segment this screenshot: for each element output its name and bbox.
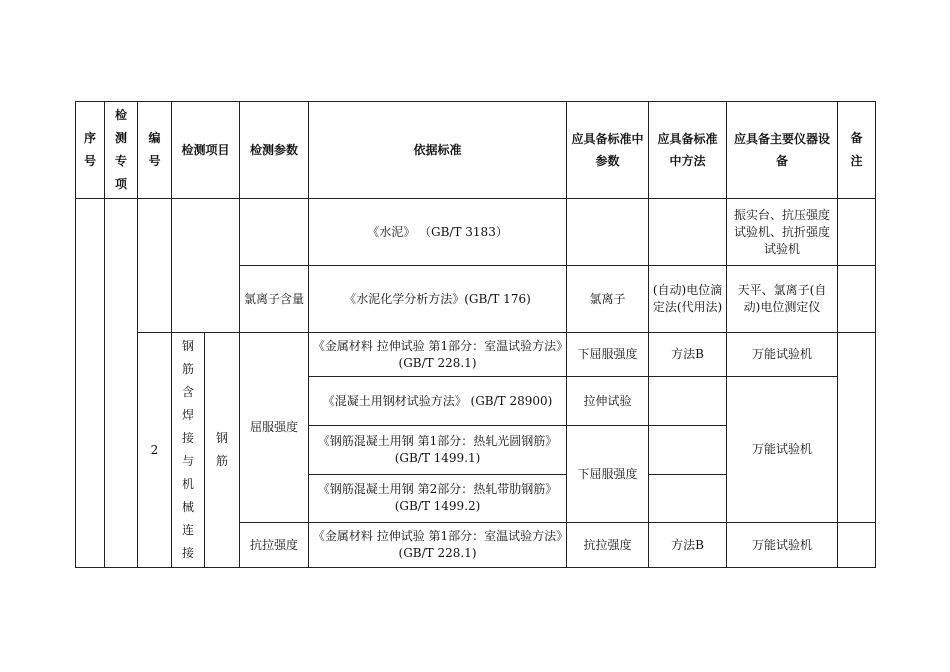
parameter-cell <box>240 199 309 266</box>
equipment-cell: 万能试验机 <box>727 377 838 523</box>
std-param-cell: 下屈服强度 <box>567 426 649 523</box>
item-cell <box>172 199 240 333</box>
standard-cell: 《混凝土用钢材试验方法》 (GB/T 28900) <box>309 377 567 426</box>
header-code: 编号 <box>138 102 172 199</box>
remarks-cell <box>838 523 876 568</box>
remarks-cell <box>838 199 876 266</box>
parameter-cell: 氯离子含量 <box>240 266 309 333</box>
seq-cell <box>76 199 105 568</box>
std-method-cell: 方法B <box>649 333 727 377</box>
header-row <box>76 102 876 199</box>
category-cell <box>105 199 138 568</box>
standard-cell: 《水泥》 （GB/T 3183） <box>309 199 567 266</box>
std-method-cell <box>649 426 727 474</box>
item-cell: 钢筋 <box>205 333 240 568</box>
item-group-cell: 钢筋含焊接与机械连接 <box>172 333 205 568</box>
equipment-cell: 天平、氯离子(自动)电位测定仪 <box>727 266 838 333</box>
standard-cell: 《钢筋混凝土用钢 第2部分：热轧带肋钢筋》 (GB/T 1499.2) <box>309 474 567 522</box>
standard-cell: 《水泥化学分析方法》(GB/T 176) <box>309 266 567 333</box>
header-equipment: 应具备主要仪器设备 <box>727 102 838 199</box>
std-param-cell: 拉伸试验 <box>567 377 649 426</box>
header-seq: 序号 <box>76 102 105 199</box>
code-cell <box>138 199 172 333</box>
std-param-cell: 抗拉强度 <box>567 523 649 568</box>
std-param-cell <box>567 199 649 266</box>
remarks-cell <box>838 266 876 333</box>
header-std-methods: 应具备标准中方法 <box>649 102 727 199</box>
standard-cell: 《金属材料 拉伸试验 第1部分：室温试验方法》(GB/T 228.1) <box>309 333 567 377</box>
parameter-cell: 屈服强度 <box>240 333 309 523</box>
standard-cell: 《钢筋混凝土用钢 第1部分：热轧光圆钢筋》 (GB/T 1499.1) <box>309 426 567 474</box>
std-method-cell <box>649 199 727 266</box>
std-method-cell <box>649 474 727 522</box>
std-method-cell: 方法B <box>649 523 727 568</box>
standards-table <box>75 101 876 568</box>
header-item: 检测项目 <box>172 102 240 199</box>
std-method-cell <box>649 377 727 426</box>
header-remarks: 备注 <box>838 102 876 199</box>
code-cell: 2 <box>138 333 172 568</box>
equipment-cell: 万能试验机 <box>727 333 838 377</box>
equipment-cell: 振实台、抗压强度试验机、抗折强度试验机 <box>727 199 838 266</box>
std-param-cell: 氯离子 <box>567 266 649 333</box>
header-standard: 依据标准 <box>309 102 567 199</box>
header-std-params: 应具备标准中参数 <box>567 102 649 199</box>
standard-cell: 《金属材料 拉伸试验 第1部分：室温试验方法》(GB/T 228.1) <box>309 523 567 568</box>
std-param-cell: 下屈服强度 <box>567 333 649 377</box>
equipment-cell: 万能试验机 <box>727 523 838 568</box>
table-row <box>76 333 876 377</box>
parameter-cell: 抗拉强度 <box>240 523 309 568</box>
std-method-cell: (自动)电位滴定法(代用法) <box>649 266 727 333</box>
header-category: 检测专项 <box>105 102 138 199</box>
remarks-cell <box>838 333 876 523</box>
header-parameter: 检测参数 <box>240 102 309 199</box>
table-row <box>76 199 876 266</box>
